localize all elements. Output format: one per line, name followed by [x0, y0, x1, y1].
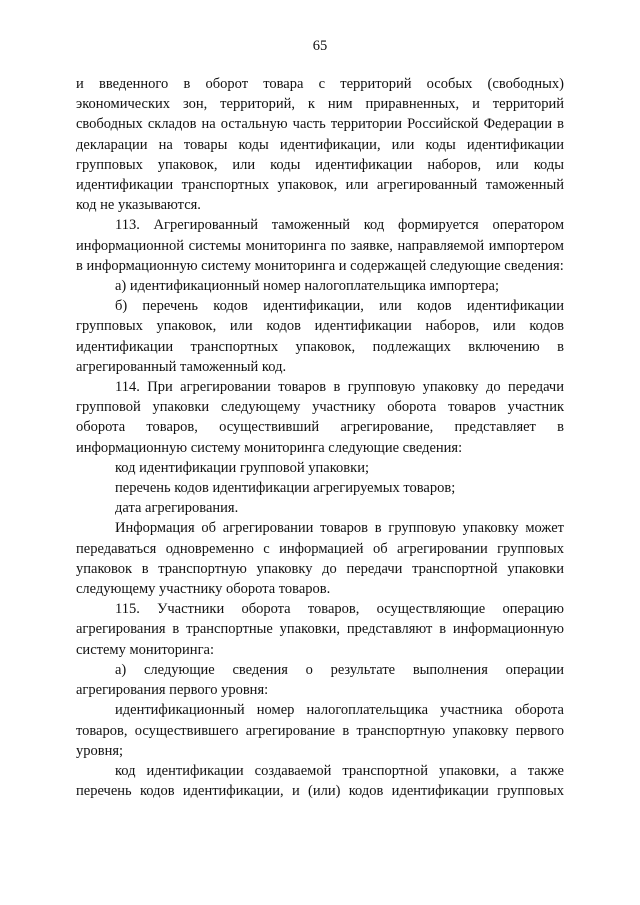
- paragraph-continuation: и введенного в оборот товара с территорий особых (свободных) экономических зон, территорий, к ним приравненных, и территорий свободных складов на остальную часть территории Российской Федерации в декларации на товары коды идентификации, или коды идентификации групповых упаковок, или коды идентификации наборов, или коды идентификации транспортных упаковок, или агрегированный таможенный код не указываются.: [76, 76, 564, 214]
- page-number: 65: [312, 38, 328, 54]
- paragraph-114-item-2: перечень кодов идентификации агрегируемых товаров;: [115, 480, 456, 497]
- paragraph-115-item-a: а) следующие сведения о результате выполнения операции агрегирования первого уровня:: [76, 661, 564, 699]
- paragraph-113-item-a: а) идентификационный номер налогоплательщика импортера;: [115, 278, 499, 295]
- paragraph-113-item-b: б) перечень кодов идентификации, или кодов идентификации групповых упаковок, или кодов идентификации наборов, или кодов идентификации транспортных упаковок, подлежащих включению в агрегированный таможенный код.: [76, 298, 564, 375]
- paragraph-115: 115. Участники оборота товаров, осуществляющие операцию агрегирования в транспортные упаковки, представляют в информационную систему мониторинга:: [76, 601, 564, 658]
- paragraph-114-item-3: дата агрегирования.: [115, 500, 239, 517]
- document-body: [76, 74, 564, 801]
- paragraph-115-item-a-2: код идентификации создаваемой транспортной упаковки, а также перечень кодов идентификации, и (или) кодов идентификации групповых: [76, 762, 564, 800]
- paragraph-113: 113. Агрегированный таможенный код формируется оператором информационной системы мониторинга по заявке, направляемой импортером в информационную систему мониторинга и содержащей следующие сведения:: [76, 217, 564, 274]
- paragraph-aggregation-info: Информация об агрегировании товаров в групповую упаковку может передаваться одновременно с информацией об агрегировании групповых упаковок в транспортную упаковку до передачи транспортной упаковки следующему участнику оборота товаров.: [76, 520, 564, 598]
- paragraph-115-item-a-1: идентификационный номер налогоплательщика участника оборота товаров, осуществившего агрегирование в транспортную упаковку первого уровня;: [76, 702, 564, 759]
- paragraph-114: 114. При агрегировании товаров в групповую упаковку до передачи групповой упаковки следующему участнику оборота товаров участник оборота товаров, осуществивший агрегирование, представляет в информационную систему мониторинга следующие сведения:: [76, 379, 564, 456]
- paragraph-114-item-1: код идентификации групповой упаковки;: [115, 459, 369, 476]
